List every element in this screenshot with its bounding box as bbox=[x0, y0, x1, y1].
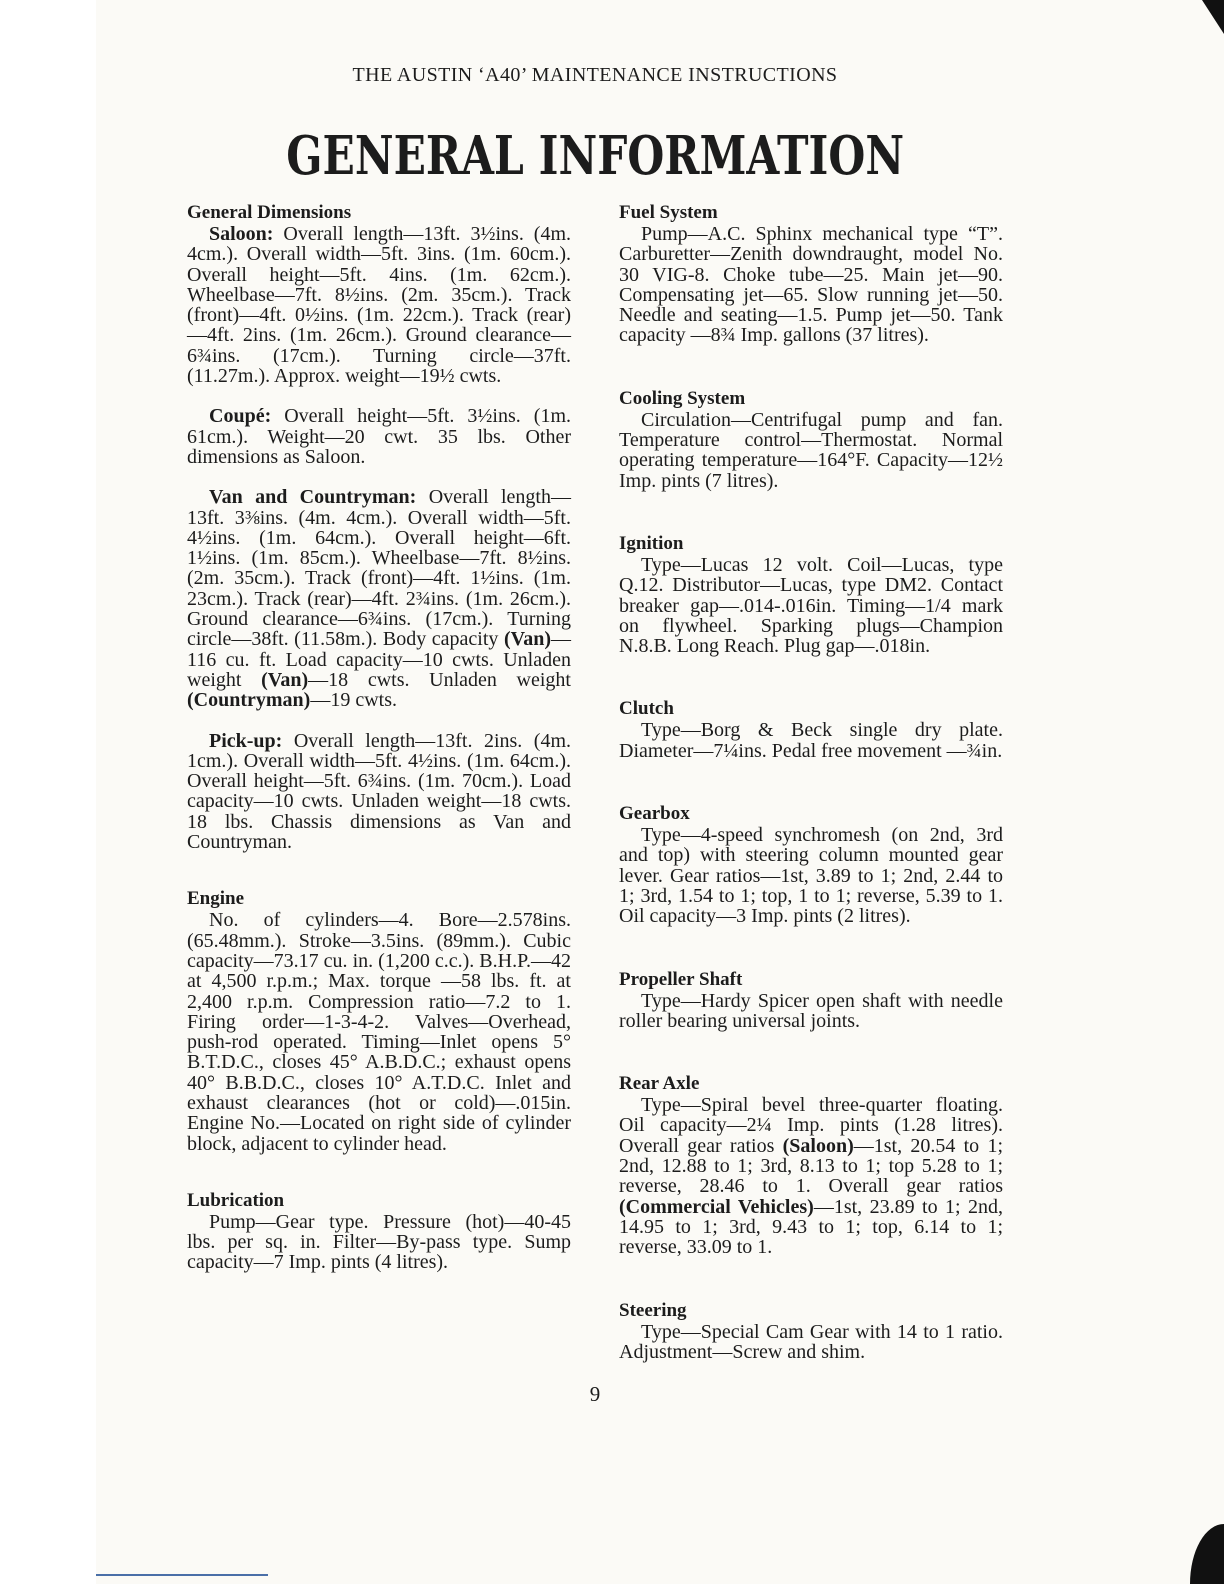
left-column bbox=[187, 202, 571, 1293]
section-van-countryman bbox=[187, 487, 571, 710]
section-coupe bbox=[187, 406, 571, 467]
countryman-bold: (Countryman) bbox=[187, 689, 311, 712]
section-pickup bbox=[187, 731, 571, 853]
cooling-paragraph: Circulation—Centrifugal pump and fan. Temperature control—Thermostat. Normal operating temperature—164°F. Capacity—12½ Imp. pints (7 litres). bbox=[619, 408, 1003, 492]
van-label: Van and Countryman: bbox=[209, 486, 417, 509]
commercial-vehicles-bold: (Commercial Vehicles) bbox=[619, 1195, 814, 1218]
section-heading: Fuel System bbox=[619, 202, 718, 223]
saloon-label: Saloon: bbox=[209, 223, 274, 245]
van-bold: (Van) bbox=[261, 668, 309, 691]
pickup-label: Pick-up: bbox=[209, 729, 283, 752]
running-head: THE AUSTIN ‘A40’ MAINTENANCE INSTRUCTIONS bbox=[352, 64, 838, 86]
section-heading: Gearbox bbox=[619, 803, 690, 825]
van-text: —19 cwts. bbox=[310, 689, 398, 712]
propeller-paragraph: Type—Hardy Spicer open shaft with needle roller bearing universal joints. bbox=[619, 989, 1003, 1032]
section-lubrication bbox=[187, 1190, 571, 1273]
van-text: Overall length—13ft. 3⅜ins. (4m. 4cm.). Overall width—5ft. 4½ins. (1m. 64cm.). Overall height—6ft. 1½ins. (1m. 85cm.). Wheelbase—7ft. 8½ins. (2m. 35cm.). Track (front)—4ft. 1½ins. (1m. 23cm.). Track (rear)—4ft. 2¾ins. (1m. 26cm.). Ground clearance—6¾ins. (17cm.). Turning circle—38ft. (11.58m.). Body capacity bbox=[187, 486, 571, 651]
section-heading: Engine bbox=[187, 888, 245, 910]
lubrication-paragraph: Pump—Gear type. Pressure (hot)—40-45 lbs. per sq. in. Filter—By-pass type. Sump capacity—7 Imp. pints (4 litres). bbox=[187, 1210, 571, 1274]
saloon-paragraph bbox=[187, 224, 571, 386]
section-heading: Clutch bbox=[619, 698, 674, 720]
coupe-paragraph bbox=[187, 406, 571, 467]
section-gearbox bbox=[619, 803, 1003, 926]
page-corner-shadow-top bbox=[1202, 0, 1224, 34]
engine-paragraph: No. of cylinders—4. Bore—2.578ins. (65.48mm.). Stroke—3.5ins. (89mm.). Cubic capacity—73.17 cu. in. (1,200 c.c.). B.H.P.—42 at 4,500 r.p.m.; Max. torque —58 lbs. ft. at 2,400 r.p.m. Compression ratio—7.2 to 1. Firing order—1-3-4-2. Valves—Overhead, push-rod operated. Timing—Inlet opens 5° B.T.D.C., closes 45° A.B.D.C.; exhaust opens 40° B.B.D.C., closes 10° A.T.D.C. Inlet and exhaust clearances (hot or cold)—.015in. Engine No.—Located on right side of cylinder block, adjacent to cylinder head. bbox=[187, 909, 571, 1155]
section-cooling-system bbox=[619, 388, 1003, 491]
rear-axle-text: —1st, 20.54 to 1; 2nd, 12.88 to 1; 3rd, 8.13 to 1; top 5.28 to 1; reverse, 28.46 to 1. Overall gear ratios bbox=[619, 1134, 1003, 1198]
page-title: GENERAL INFORMATION bbox=[286, 125, 905, 187]
van-paragraph bbox=[187, 487, 571, 710]
section-clutch bbox=[619, 698, 1003, 761]
section-heading: General Dimensions bbox=[187, 202, 352, 223]
section-heading: Cooling System bbox=[619, 387, 746, 409]
section-general-dimensions bbox=[187, 202, 571, 386]
fuel-paragraph: Pump—A.C. Sphinx mechanical type “T”. Carburetter—Zenith downdraught, model No. 30 VIG-8. Choke tube—25. Main jet—90. Compensating jet—65. Slow running jet—50. Needle and seating—1.5. Pump jet—50. Tank capacity —8¾ Imp. gallons (37 litres). bbox=[619, 223, 1003, 347]
van-text: —116 cu. ft. Load capacity—10 cwts. Unladen weight bbox=[187, 628, 571, 691]
page-number: 9 bbox=[589, 1382, 601, 1406]
section-rear-axle bbox=[619, 1073, 1003, 1257]
coupe-text: Overall height—5ft. 3½ins. (1m. 61cm.). Weight—20 cwt. 35 lbs. Other dimensions as Saloon. bbox=[187, 405, 571, 468]
steering-paragraph: Type—Special Cam Gear with 14 to 1 ratio. Adjustment—Screw and shim. bbox=[619, 1320, 1003, 1363]
clutch-paragraph: Type—Borg & Beck single dry plate. Diameter—7¼ins. Pedal free movement —¾in. bbox=[619, 719, 1003, 762]
section-heading: Ignition bbox=[619, 532, 684, 554]
scan-edge-line bbox=[96, 1574, 268, 1576]
gearbox-paragraph: Type—4-speed synchromesh (on 2nd, 3rd and top) with steering column mounted gear lever. Gear ratios—1st, 3.89 to 1; 2nd, 2.44 to 1; 3rd, 1.54 to 1; top, 1 to 1; reverse, 5.39 to 1. Oil capacity—3 Imp. pints (2 litres). bbox=[619, 824, 1003, 928]
rear-axle-text: Type—Spiral bevel three-quarter floating. Oil capacity—2¼ Imp. pints (1.28 litres). Overall gear ratios bbox=[619, 1094, 1003, 1157]
section-heading: Lubrication bbox=[187, 1189, 285, 1211]
pickup-paragraph bbox=[187, 731, 571, 853]
section-heading: Propeller Shaft bbox=[619, 968, 743, 990]
section-ignition bbox=[619, 533, 1003, 656]
section-engine bbox=[187, 888, 571, 1154]
rear-axle-paragraph bbox=[619, 1095, 1003, 1257]
section-propeller-shaft bbox=[619, 969, 1003, 1032]
section-steering bbox=[619, 1300, 1003, 1363]
van-text: —18 cwts. Unladen weight bbox=[308, 668, 571, 691]
section-heading: Steering bbox=[619, 1299, 687, 1321]
rear-axle-text: —1st, 23.89 to 1; 2nd, 14.95 to 1; 3rd, 9.43 to 1; top, 6.14 to 1; reverse, 33.09 to 1. bbox=[619, 1195, 1004, 1259]
ignition-paragraph: Type—Lucas 12 volt. Coil—Lucas, type Q.12. Distributor—Lucas, type DM2. Contact breaker gap—.014-.016in. Timing—1/4 mark on flywheel. Sparking plugs—Champion N.8.B. Long Reach. Plug gap—.018in. bbox=[619, 553, 1003, 658]
van-bold: (Van) bbox=[503, 628, 551, 651]
section-fuel-system bbox=[619, 202, 1003, 346]
saloon-bold: (Saloon) bbox=[782, 1134, 854, 1157]
section-heading: Rear Axle bbox=[619, 1073, 700, 1095]
pickup-text: Overall length—13ft. 2ins. (4m. 1cm.). Overall width—5ft. 4½ins. (1m. 64cm.). Overall height—5ft. 6¾ins. (1m. 70cm.). Load capacity—10 cwts. Unladen weight—18 cwts. 18 lbs. Chassis dimensions as Van and Countryman. bbox=[187, 729, 571, 854]
saloon-text: Overall length—13ft. 3½ins. (4m. 4cm.). Overall width—5ft. 3ins. (1m. 60cm.). Overall height—5ft. 4ins. (1m. 62cm.). Wheelbase—7ft. 8½ins. (2m. 35cm.). Track (front)—4ft. 0½ins. (1m. 22cm.). Track (rear)—4ft. 2ins. (1m. 26cm.). Ground clearance—6¾ins. (17cm.). Turning circle—37ft. (11.27m.). Approx. weight—19½ cwts. bbox=[187, 223, 571, 388]
coupe-label: Coupé: bbox=[209, 405, 272, 428]
right-column bbox=[619, 202, 1003, 1382]
